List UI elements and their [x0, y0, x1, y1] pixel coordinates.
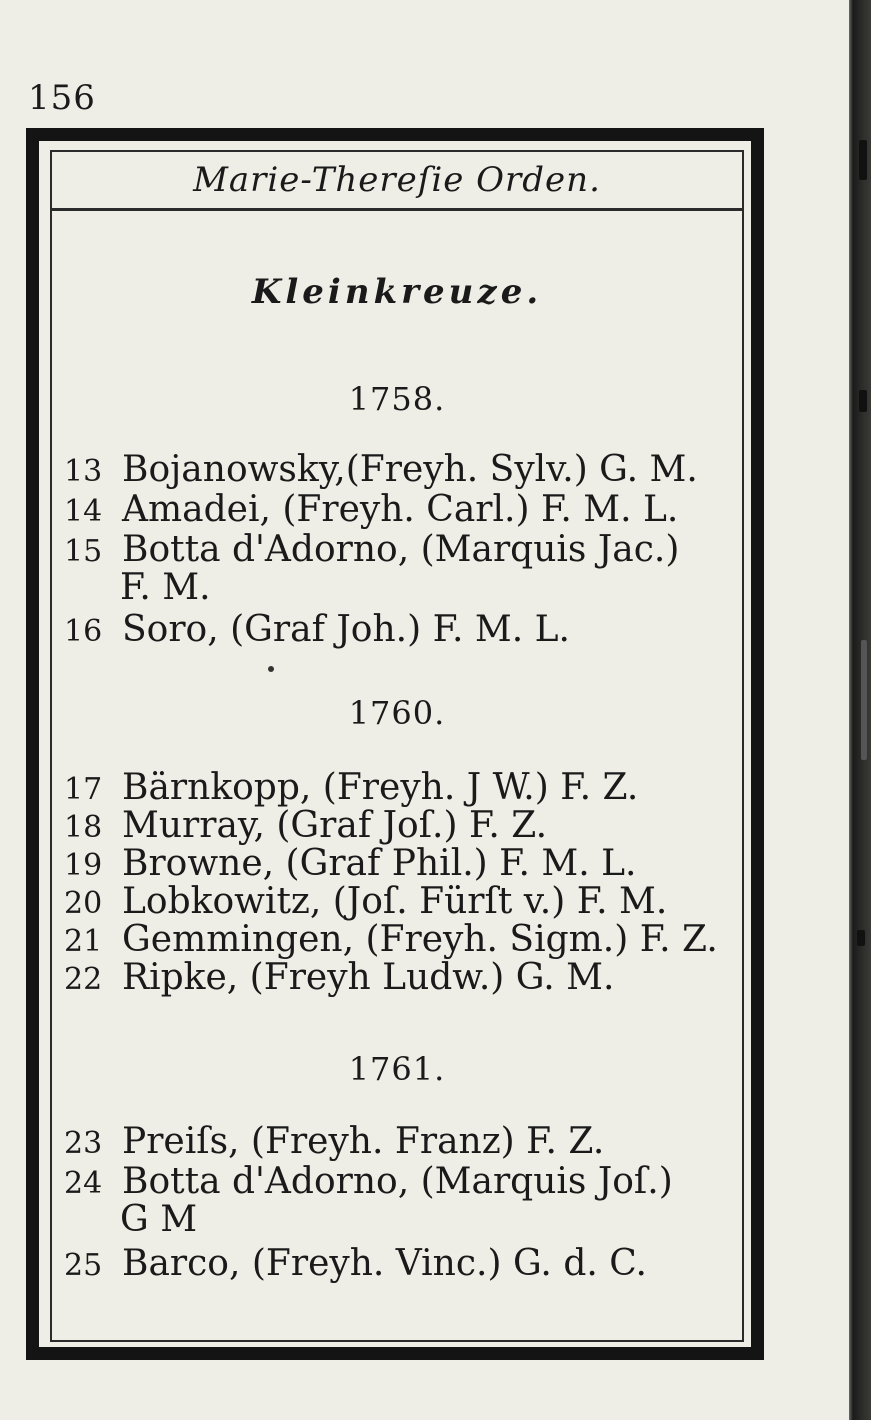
- ink-speck: [268, 666, 274, 672]
- entry-number: 25: [64, 1248, 103, 1283]
- entry-number: 17: [64, 772, 103, 807]
- header-title: Marie-Thereſie Orden.: [193, 160, 601, 200]
- spine-mark: [859, 390, 867, 412]
- list-item: [64, 489, 754, 530]
- list-item: [64, 957, 754, 998]
- section-title: Kleinkreuze.: [251, 272, 543, 312]
- book-spine: [849, 0, 871, 1420]
- entry-number: 14: [64, 494, 103, 529]
- entry-text: Ripke, (Freyh Ludw.) G. M.: [122, 957, 615, 998]
- list-item: [64, 881, 754, 922]
- entry-number: 19: [64, 848, 103, 883]
- entry-number: 16: [64, 614, 103, 649]
- spine-mark: [857, 930, 865, 946]
- spine-mark: [859, 140, 867, 180]
- entry-text: Murray, (Graf Joſ.) F. Z.: [122, 805, 548, 846]
- list-item: [64, 843, 754, 884]
- list-item: [64, 609, 754, 650]
- entry-text: Botta d'Adorno, (Marquis Joſ.): [122, 1161, 673, 1202]
- entry-text: Bärnkopp, (Freyh. J W.) F. Z.: [122, 767, 639, 808]
- list-item: [64, 449, 754, 490]
- entry-text-continued: G M: [120, 1199, 198, 1240]
- entry-number: 22: [64, 962, 103, 997]
- list-item: [64, 919, 754, 960]
- entry-number: 21: [64, 924, 103, 959]
- entry-text: Bojanowsky,(Freyh. Sylv.) G. M.: [122, 449, 698, 490]
- year-heading: 1760.: [348, 694, 446, 732]
- list-item: [64, 529, 754, 608]
- entry-number: 13: [64, 454, 103, 489]
- entry-number: 23: [64, 1126, 103, 1161]
- entry-text: Amadei, (Freyh. Carl.) F. M. L.: [122, 489, 679, 530]
- entry-text: Lobkowitz, (Joſ. Fürſt v.) F. M.: [122, 881, 668, 922]
- year-heading: 1761.: [348, 1050, 446, 1088]
- entry-text: Soro, (Graf Joh.) F. M. L.: [122, 609, 570, 650]
- list-item: [64, 1161, 754, 1240]
- list-item: [64, 805, 754, 846]
- entry-number: 24: [64, 1166, 103, 1201]
- entry-text: Botta d'Adorno, (Marquis Jac.): [122, 529, 680, 570]
- entry-number: 18: [64, 810, 103, 845]
- year-heading: 1758.: [348, 380, 446, 418]
- list-item: [64, 1243, 754, 1284]
- list-item: [64, 1121, 754, 1162]
- entry-text: Gemmingen, (Freyh. Sigm.) F. Z.: [122, 919, 718, 960]
- list-item: [64, 767, 754, 808]
- entry-text-continued: F. M.: [120, 567, 211, 608]
- page-number: 156: [28, 78, 96, 118]
- header-divider: [52, 208, 742, 211]
- entry-text: Barco, (Freyh. Vinc.) G. d. C.: [122, 1243, 647, 1284]
- entry-text: Preiſs, (Freyh. Franz) F. Z.: [122, 1121, 605, 1162]
- entry-number: 20: [64, 886, 103, 921]
- entry-number: 15: [64, 534, 103, 569]
- entry-text: Browne, (Graf Phil.) F. M. L.: [122, 843, 637, 884]
- spine-mark: [861, 640, 867, 760]
